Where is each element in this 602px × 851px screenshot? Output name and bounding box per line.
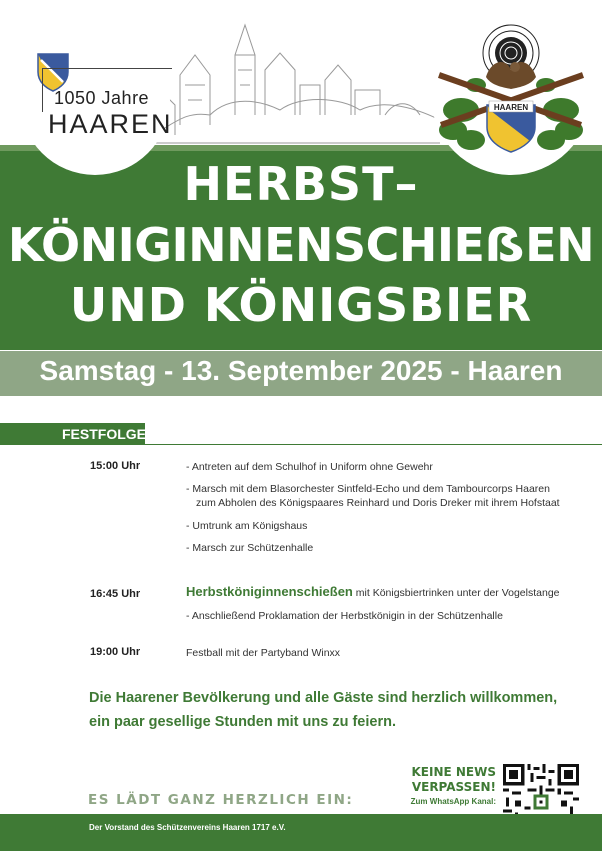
schedule-item: - Umtrunk am Königshaus xyxy=(186,520,308,532)
anniversary-logo xyxy=(20,25,173,175)
event-date: Samstag - 13. September 2025 - Haaren xyxy=(39,355,563,386)
title-line-1: HERBST– xyxy=(183,157,419,211)
highlight-text: Herbstköniginnenschießen xyxy=(186,584,353,599)
emblem-name-text: HAAREN xyxy=(493,103,529,112)
schedule-time-1: 15:00 Uhr xyxy=(90,460,141,472)
schedule-item: - Marsch mit dem Blasorchester Sintfeld-Echo und dem Tambourcorps Haaren xyxy=(186,483,550,495)
eagle-target-emblem-icon xyxy=(431,15,591,175)
schedule-item: - Antreten auf dem Schulhof in Uniform ohne Gewehr xyxy=(186,461,433,473)
title-line-3: UND KÖNIGSBIER xyxy=(69,278,533,332)
schedule-item-highlight xyxy=(186,585,560,600)
highlight-rest-text: mit Königsbiertrinken unter der Vogelstange xyxy=(352,587,560,599)
section-label: FESTFOLGE xyxy=(0,423,145,445)
invitation-text: ES LÄDT GANZ HERZLICH EIN: xyxy=(88,792,354,808)
village-skyline-sketch xyxy=(140,15,440,145)
logo-name-text: HAAREN xyxy=(48,109,173,139)
welcome-line-2: ein paar gesellige Stunden mit uns zu feiern. xyxy=(89,714,396,730)
schedule-time-3: 19:00 Uhr xyxy=(90,646,141,658)
welcome-line-1: Die Haarener Bevölkerung und alle Gäste sind herzlich willkommen, xyxy=(89,690,558,706)
title-line-2: KÖNIGINNENSCHIEẞEN xyxy=(7,218,595,272)
footer-band xyxy=(0,814,602,851)
schedule-time-2: 16:45 Uhr xyxy=(90,588,141,600)
logo-year-text: 1050 Jahre xyxy=(54,88,150,108)
news-line-1: KEINE NEWS xyxy=(411,765,496,779)
schedule-item: - Anschließend Proklamation der Herbstkönigin in der Schützenhalle xyxy=(186,610,503,622)
shooting-club-emblem xyxy=(431,15,591,175)
section-divider xyxy=(0,444,602,445)
footer-text: Der Vorstand des Schützenvereins Haaren 1717 e.V. xyxy=(89,823,286,832)
schedule-item: - Marsch zur Schützenhalle xyxy=(186,542,314,554)
news-line-3: Zum WhatsApp Kanal: xyxy=(410,797,496,806)
schedule-item: zum Abholen des Königspaares Reinhard und Doris Dreker mit ihrem Hofstaat xyxy=(196,497,560,509)
schedule-item: Festball mit der Partyband Winxx xyxy=(186,647,341,659)
news-line-2: VERPASSEN! xyxy=(411,780,496,794)
